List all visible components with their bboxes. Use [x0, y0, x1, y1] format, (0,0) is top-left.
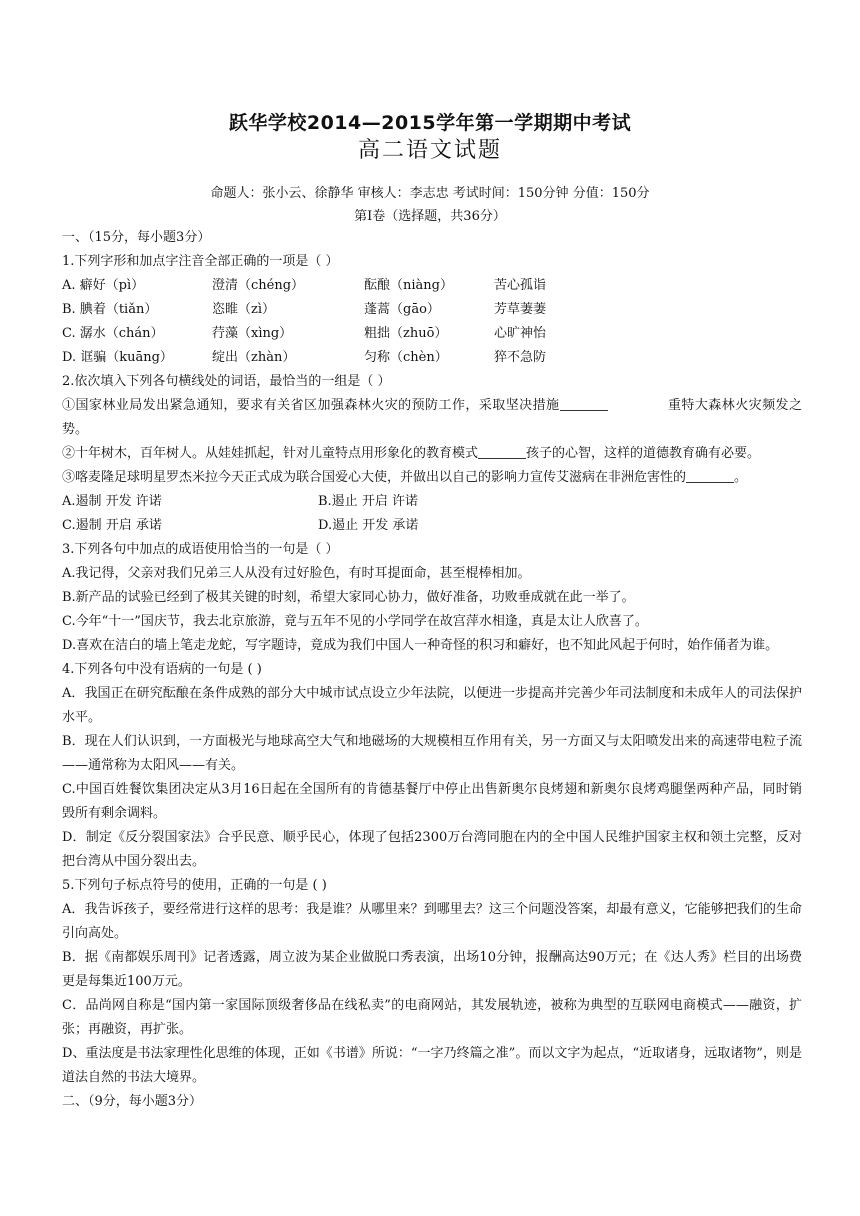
option-cell: 蓬蒿（gāo） — [364, 302, 440, 317]
fill-blank — [560, 396, 608, 411]
option-cell: A. 癖好（pì） — [62, 278, 145, 293]
question-2-stem: 2.依次填入下列各句横线处的词语，最恰当的一组是（ ） — [62, 374, 391, 389]
option-c: C.遏制 开启 承诺 — [62, 518, 162, 533]
sentence-text: ②十年树木，百年树人。从娃娃抓起，针对儿童特点用形象化的教育模式 — [62, 446, 479, 461]
part-heading: 第Ⅰ卷（选择题，共36分） — [354, 209, 506, 224]
question-1-stem: 1.下列字形和加点字注音全部正确的一项是（ ） — [62, 254, 339, 269]
question-4-stem: 4.下列各句中没有语病的一句是 ( ) — [62, 662, 262, 677]
option-cell: C. 潺水（chán） — [62, 326, 164, 341]
option-cell: 酝酿（niàng） — [364, 278, 453, 293]
question-5-option-c: C．品尚网自称是“国内第一家国际顶级奢侈品在线私卖”的电商网站，其发展轨迹，被称为典型的互联网电商模式——融资，扩张；再融资，再扩张。 — [62, 998, 802, 1037]
option-cell: 澄清（chéng） — [212, 278, 305, 293]
option-cell: 恣睢（zì） — [212, 302, 276, 317]
sentence-text: 孩子的心智，这样的道德教育确有必要。 — [526, 446, 761, 461]
question-2-options-row-2 — [62, 514, 802, 538]
sentence-text: ①国家林业局发出紧急通知，要求有关省区加强森林火灾的预防工作，采取坚决措施 — [62, 398, 560, 413]
section-2-heading: 二、（9分，每小题3分） — [62, 1094, 203, 1109]
fill-blank — [478, 444, 526, 459]
question-4-option-a: A．我国正在研究酝酿在条件成熟的部分大中城市试点设立少年法院，以便进一步提高并完善少年司法制度和未成年人的司法保护水平。 — [62, 686, 802, 725]
question-3-option-d: D.喜欢在洁白的墙上笔走龙蛇，写字题诗，竟成为我们中国人一种奇怪的积习和癖好，也不知此风起于何时，始作俑者为谁。 — [62, 638, 779, 653]
option-b: B.遏止 开启 许诺 — [318, 494, 418, 509]
option-cell: B. 腆着（tiǎn） — [62, 302, 158, 317]
exam-subtitle: 高二语文试题 — [357, 138, 502, 163]
option-cell: 匀称（chèn） — [364, 350, 448, 365]
question-4-option-b: B．现在人们认识到，一方面极光与地球高空大气和地磁场的大规模相互作用有关，另一方面又与太阳喷发出来的高速带电粒子流——通常称为太阳风——有关。 — [62, 734, 802, 773]
question-3-option-c: C.今年“十一”国庆节，我去北京旅游，竟与五年不见的小学同学在故宫萍水相逢，真是太让人欣喜了。 — [62, 614, 648, 629]
question-3-option-b: B.新产品的试验已经到了极其关键的时刻，希望大家同心协力，做好准备，功败垂成就在此一举了。 — [62, 590, 635, 605]
exam-body — [62, 226, 802, 1114]
question-5-stem: 5.下列句子标点符号的使用，正确的一句是 ( ) — [62, 878, 327, 893]
sentence-text: 重特大森林火灾频发之势。 — [62, 398, 802, 437]
option-cell: 芳草萋萋 — [494, 302, 547, 317]
question-2-options-row-1 — [62, 490, 802, 514]
option-cell: 粗拙（zhuō） — [364, 326, 448, 341]
option-cell: 心旷神怡 — [494, 326, 547, 341]
section-heading: 一、（15分，每小题3分） — [62, 230, 211, 245]
question-5-option-b: B．据《南都娱乐周刊》记者透露，周立波为某企业做脱口秀表演，出场10分钟，报酬高达90万元；在《达人秀》栏目的出场费更是每集近100万元。 — [62, 950, 802, 989]
question-3-option-a: A.我记得，父亲对我们兄弟三人从没有过好脸色，有时耳提面命，甚至棍棒相加。 — [62, 566, 531, 581]
sentence-text: ③喀麦隆足球明星罗杰米拉今天正式成为联合国爱心大使，并做出以自己的影响力宣传艾滋病在非洲危害性的 — [62, 470, 687, 485]
question-4-option-c: C.中国百姓餐饮集团决定从3月16日起在全国所有的肯德基餐厅中停止出售新奥尔良烤翅和新奥尔良烤鸡腿堡两种产品，同时销毁所有剩余调料。 — [62, 782, 802, 821]
question-5-option-d: D、重法度是书法家理性化思维的体现，正如《书谱》所说：“一字乃终篇之准”。而以文字为起点，“近取诸身，远取诸物”，则是道法自然的书法大境界。 — [62, 1046, 802, 1085]
option-a: A.遏制 开发 许诺 — [62, 494, 162, 509]
question-3-stem: 3.下列各句中加点的成语使用恰当的一句是（ ） — [62, 542, 339, 557]
question-1-option-b — [62, 298, 802, 322]
question-2-sentence-2 — [62, 442, 802, 466]
question-4-option-d: D．制定《反分裂国家法》合乎民意、顺乎民心，体现了包括2300万台湾同胞在内的全中国人民维护国家主权和领土完整，反对把台湾从中国分裂出去。 — [62, 830, 802, 869]
exam-title: 跃华学校2014—2015学年第一学期期中考试 — [228, 112, 632, 134]
option-cell: 绽出（zhàn） — [212, 350, 296, 365]
option-d: D.遏止 开发 承诺 — [318, 518, 419, 533]
question-2-sentence-3 — [62, 466, 802, 490]
exam-meta: 命题人：张小云、徐静华 审核人：李志忠 考试时间：150分钟 分值：150分 — [210, 186, 650, 201]
question-2-sentence-1 — [62, 394, 802, 442]
option-cell: 荇藻（xìng） — [212, 326, 293, 341]
fill-blank — [686, 468, 734, 483]
question-1-option-a — [62, 274, 802, 298]
question-1-option-c — [62, 322, 802, 346]
option-cell: D. 诓骗（kuāng） — [62, 350, 173, 365]
sentence-end: 。 — [734, 470, 748, 485]
question-5-option-a: A．我告诉孩子，要经常进行这样的思考：我是谁？从哪里来？到哪里去？这三个问题没答案，却最有意义，它能够把我们的生命引向高处。 — [62, 902, 802, 941]
question-1-option-d — [62, 346, 802, 370]
option-cell: 猝不急防 — [494, 350, 547, 365]
option-cell: 苦心孤诣 — [494, 278, 547, 293]
